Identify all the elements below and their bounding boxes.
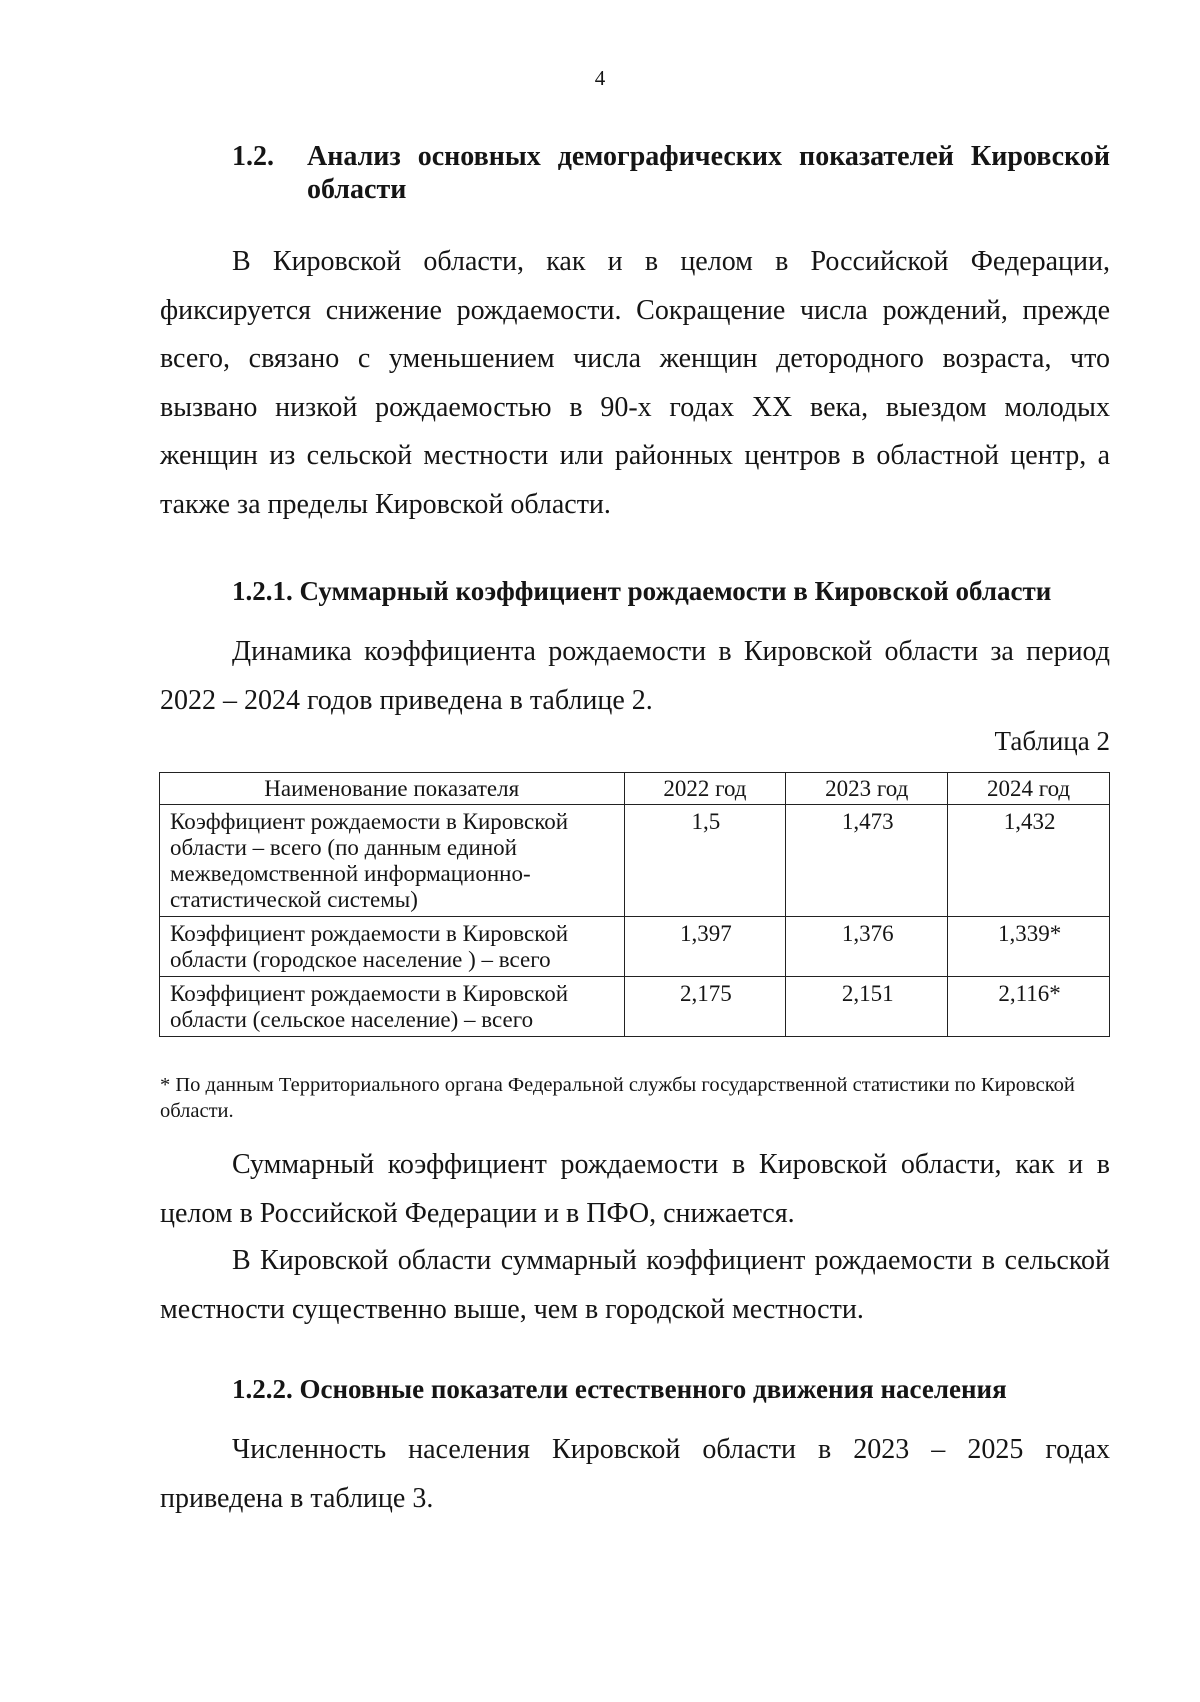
section-title: Анализ основных демографических показателей Кировской области (307, 141, 1110, 205)
intro-paragraph: В Кировской области, как и в целом в Российской Федерации, фиксируется снижение рождаемости. Сокращение числа рождений, прежде всего, связано с уменьшением числа женщин детородного возраста, что вызвано низкой рождаемостью в 90-х годах XX века, выездом молодых женщин из сельской местности или районных центров в областной центр, а также за пределы Кировской области. (160, 246, 1110, 520)
population-intro-paragraph: Численность населения Кировской области в 2023 – 2025 годах приведена в таблице 3. (160, 1434, 1110, 1514)
table-caption: Таблица 2 (994, 726, 1110, 756)
section-number: 1.2. (232, 141, 274, 172)
value-2022: 1,397 (624, 917, 786, 977)
value-2024: 2,116* (948, 977, 1110, 1037)
header-2022: 2022 год (624, 773, 786, 805)
value-2022: 2,175 (624, 977, 786, 1037)
row-name: Коэффициент рождаемости в Кировской области (сельское население) – всего (160, 977, 625, 1037)
summary-paragraph-2: В Кировской области суммарный коэффициент рождаемости в сельской местности существенно выше, чем в городской местности. (160, 1245, 1110, 1325)
subsection-heading-1-2-1: 1.2.1. Суммарный коэффициент рождаемости в Кировской области (232, 576, 1052, 606)
table-row (160, 977, 1110, 1037)
value-2023: 2,151 (786, 977, 948, 1037)
table-footnote: * По данным Территориального органа Федеральной службы государственной статистики по Кировской области. (160, 1074, 1075, 1122)
row-name: Коэффициент рождаемости в Кировской области (городское население ) – всего (160, 917, 625, 977)
value-2023: 1,376 (786, 917, 948, 977)
section-heading (232, 140, 1110, 206)
table-header-row (160, 773, 1110, 805)
subsection-heading-1-2-2: 1.2.2. Основные показатели естественного движения населения (232, 1374, 1007, 1404)
table-row (160, 917, 1110, 977)
value-2024: 1,339* (948, 917, 1110, 977)
header-2023: 2023 год (786, 773, 948, 805)
birth-rate-table (159, 772, 1110, 1037)
row-name: Коэффициент рождаемости в Кировской области – всего (по данным единой межведомственной информационно-статистической системы) (160, 805, 625, 917)
table-intro-paragraph: Динамика коэффициента рождаемости в Кировской области за период 2022 – 2024 годов приведена в таблице 2. (160, 636, 1110, 716)
value-2022: 1,5 (624, 805, 786, 917)
header-2024: 2024 год (948, 773, 1110, 805)
header-indicator-name: Наименование показателя (160, 773, 625, 805)
summary-paragraph-1: Суммарный коэффициент рождаемости в Кировской области, как и в целом в Российской Федерации и в ПФО, снижается. (160, 1149, 1110, 1229)
table-row (160, 805, 1110, 917)
value-2023: 1,473 (786, 805, 948, 917)
value-2024: 1,432 (948, 805, 1110, 917)
page-number: 4 (594, 66, 606, 90)
